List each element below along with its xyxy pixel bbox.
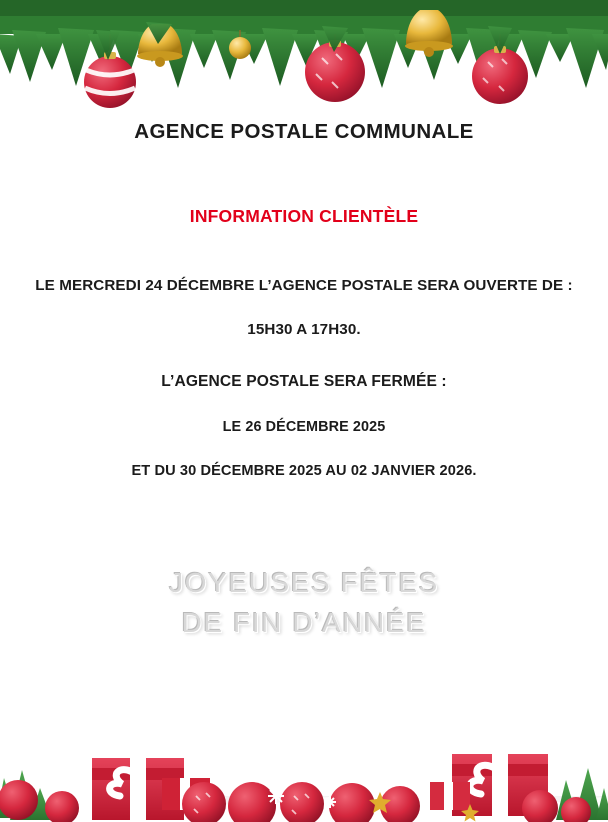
notice-line-4: LE 26 DÉCEMBRE 2025 [222,419,386,435]
notice-line-5: ET DU 30 DÉCEMBRE 2025 AU 02 JANVIER 2026. [131,463,477,479]
notice-line-1: LE MERCREDI 24 DÉCEMBRE L’AGENCE POSTALE SERA OUVERTE DE : [35,277,573,294]
greeting-line-2: DE FIN D’ANNÉE [181,607,427,638]
notice-content [0,104,608,639]
garland-top-icon [0,0,608,120]
notice-line-2: 15H30 A 17H30. [247,321,361,338]
bauble-icon [228,782,276,822]
gifts-and-baubles-icon [0,692,608,822]
notice-line-3: L’AGENCE POSTALE SERA FERMÉE : [161,373,447,390]
top-garland-decoration [0,0,608,120]
bauble-icon [229,37,251,59]
notice-subtitle: INFORMATION CLIENTÈLE [189,206,419,226]
greeting-line-1: JOYEUSES FÊTES [169,567,439,598]
bottom-decoration [0,692,608,822]
gift-box-icon [430,782,470,810]
bauble-icon [280,782,324,822]
page-title: AGENCE POSTALE COMMUNALE [134,120,474,143]
